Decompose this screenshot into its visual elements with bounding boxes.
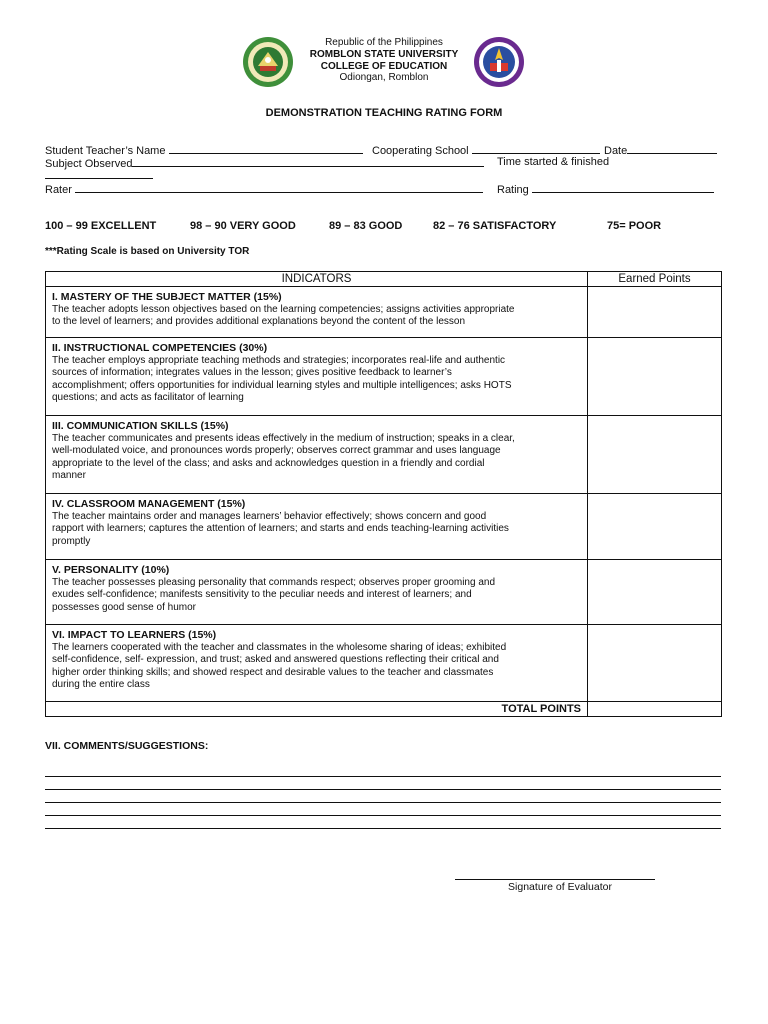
indicator-line: manner <box>52 470 86 482</box>
date-field <box>604 143 717 157</box>
indicator-title: VI. IMPACT TO LEARNERS (15%) <box>52 629 217 641</box>
earned-points-header: Earned Points <box>588 272 722 287</box>
indicator-row-1 <box>46 287 722 338</box>
indicator-row-6 <box>46 625 722 702</box>
indicator-line: The teacher employs appropriate teaching methods and strategies; incorporates real-life and authentic <box>52 354 506 366</box>
scale-satisfactory: 82 – 76 SATISFACTORY <box>433 220 557 232</box>
indicator-row-4 <box>46 494 722 560</box>
header-republic: Republic of the Philippines <box>325 37 443 48</box>
earned-points-cell[interactable] <box>588 625 722 702</box>
indicator-title: V. PERSONALITY (10%) <box>52 564 170 576</box>
comment-line[interactable] <box>45 815 721 816</box>
header-college: COLLEGE OF EDUCATION <box>320 61 448 72</box>
total-points-cell[interactable] <box>588 702 722 717</box>
subject-observed-label: Subject Observed <box>45 158 133 170</box>
scale-poor: 75= POOR <box>607 220 662 232</box>
indicator-line: exudes self-confidence; manifests sensitivity to the peculiar needs and interest of learners; and <box>52 589 472 601</box>
scale-excellent: 100 – 99 EXCELLENT <box>45 220 157 232</box>
indicator-line: questions; and acts as facilitator of learning <box>52 392 244 404</box>
indicator-title: III. COMMUNICATION SKILLS (15%) <box>52 420 229 432</box>
indicator-line: rapport with learners; captures the attention of learners; and starts and ends teaching-learning activities <box>52 523 509 535</box>
time-field <box>497 156 609 168</box>
rating-table <box>45 271 722 717</box>
indicator-line: The learners cooperated with the teacher and classmates in the wholesome sharing of ideas; exhibited <box>52 641 507 653</box>
time-blank[interactable] <box>45 178 153 179</box>
earned-points-cell[interactable] <box>588 338 722 416</box>
rating-field <box>497 182 714 196</box>
scale-very-good: 98 – 90 VERY GOOD <box>190 220 296 232</box>
header-university: ROMBLON STATE UNIVERSITY <box>309 49 459 60</box>
indicator-title: I. MASTERY OF THE SUBJECT MATTER (15%) <box>52 291 282 303</box>
earned-points-cell[interactable] <box>588 287 722 338</box>
header-location: Odiongan, Romblon <box>339 72 429 83</box>
cooperating-school-field <box>372 143 600 157</box>
table-header-row <box>46 272 722 287</box>
student-teacher-field <box>45 143 363 157</box>
subject-observed-blank[interactable] <box>132 156 484 167</box>
scale-note: ***Rating Scale is based on University TOR <box>45 246 250 257</box>
comment-line[interactable] <box>45 828 721 829</box>
total-points-label: TOTAL POINTS <box>46 702 588 717</box>
scale-good: 89 – 83 GOOD <box>329 220 403 232</box>
indicator-line: The teacher adopts lesson objectives based on the learning competencies; assigns activities appropriate <box>52 303 515 315</box>
indicator-row-5 <box>46 560 722 625</box>
rater-field <box>45 182 483 196</box>
student-teacher-label: Student Teacher’s Name <box>45 145 166 157</box>
signature-line[interactable] <box>455 879 655 880</box>
comment-line[interactable] <box>45 776 721 777</box>
date-blank[interactable] <box>627 143 717 154</box>
subject-observed-field <box>45 156 484 170</box>
rater-label: Rater <box>45 184 72 196</box>
indicator-line: sources of information; integrates values in the lesson; gives positive feedback to learner’s <box>52 367 452 379</box>
cooperating-school-blank[interactable] <box>472 143 600 154</box>
indicator-line: The teacher maintains order and manages learners’ behavior effectively; shows concern and good <box>52 510 487 522</box>
indicator-line: appropriate to the level of the class; and asks and acknowledges question in a friendly and cordial <box>52 457 485 469</box>
indicators-header: INDICATORS <box>46 272 588 287</box>
signature-label: Signature of Evaluator <box>508 881 612 893</box>
cooperating-school-label: Cooperating School <box>372 145 469 157</box>
rating-blank[interactable] <box>532 182 714 193</box>
earned-points-cell[interactable] <box>588 416 722 494</box>
rating-label: Rating <box>497 184 529 196</box>
student-teacher-blank[interactable] <box>169 143 363 154</box>
indicator-line: during the entire class <box>52 679 150 691</box>
form-title: DEMONSTRATION TEACHING RATING FORM <box>265 107 503 119</box>
earned-points-cell[interactable] <box>588 494 722 560</box>
indicator-line: The teacher possesses pleasing personality that commands respect; observes proper grooming and <box>52 576 496 588</box>
date-label: Date <box>604 145 628 157</box>
indicator-line: accomplishment; offers opportunities for individual learning styles and multiple intelligences; asks HOTS <box>52 379 512 391</box>
indicator-line: promptly <box>52 535 91 547</box>
indicator-title: II. INSTRUCTIONAL COMPETENCIES (30%) <box>52 342 268 354</box>
rater-blank[interactable] <box>75 182 483 193</box>
time-label: Time started & finished <box>497 156 610 168</box>
comment-line[interactable] <box>45 789 721 790</box>
indicator-line: possesses good sense of humor <box>52 601 196 613</box>
indicator-line: to the level of learners; and provides additional explanations beyond the content of the lesson <box>52 316 466 328</box>
indicator-row-2 <box>46 338 722 416</box>
indicator-line: The teacher communicates and presents ideas effectively in the medium of instruction; speaks in a clear, <box>52 432 515 444</box>
comment-line[interactable] <box>45 802 721 803</box>
indicator-line: higher order thinking skills; and showed respect and desirable values to the teacher and classmates <box>52 666 494 678</box>
comments-label: VII. COMMENTS/SUGGESTIONS: <box>45 740 209 752</box>
indicator-line: self-confidence, self- expression, and trust; asked and answered questions reflecting their critical and <box>52 654 499 666</box>
indicator-title: IV. CLASSROOM MANAGEMENT (15%) <box>52 498 246 510</box>
total-row <box>46 702 722 717</box>
indicator-row-3 <box>46 416 722 494</box>
indicator-line: well-modulated voice, and pronounces words properly; observes correct grammar and uses language <box>52 445 501 457</box>
earned-points-cell[interactable] <box>588 560 722 625</box>
